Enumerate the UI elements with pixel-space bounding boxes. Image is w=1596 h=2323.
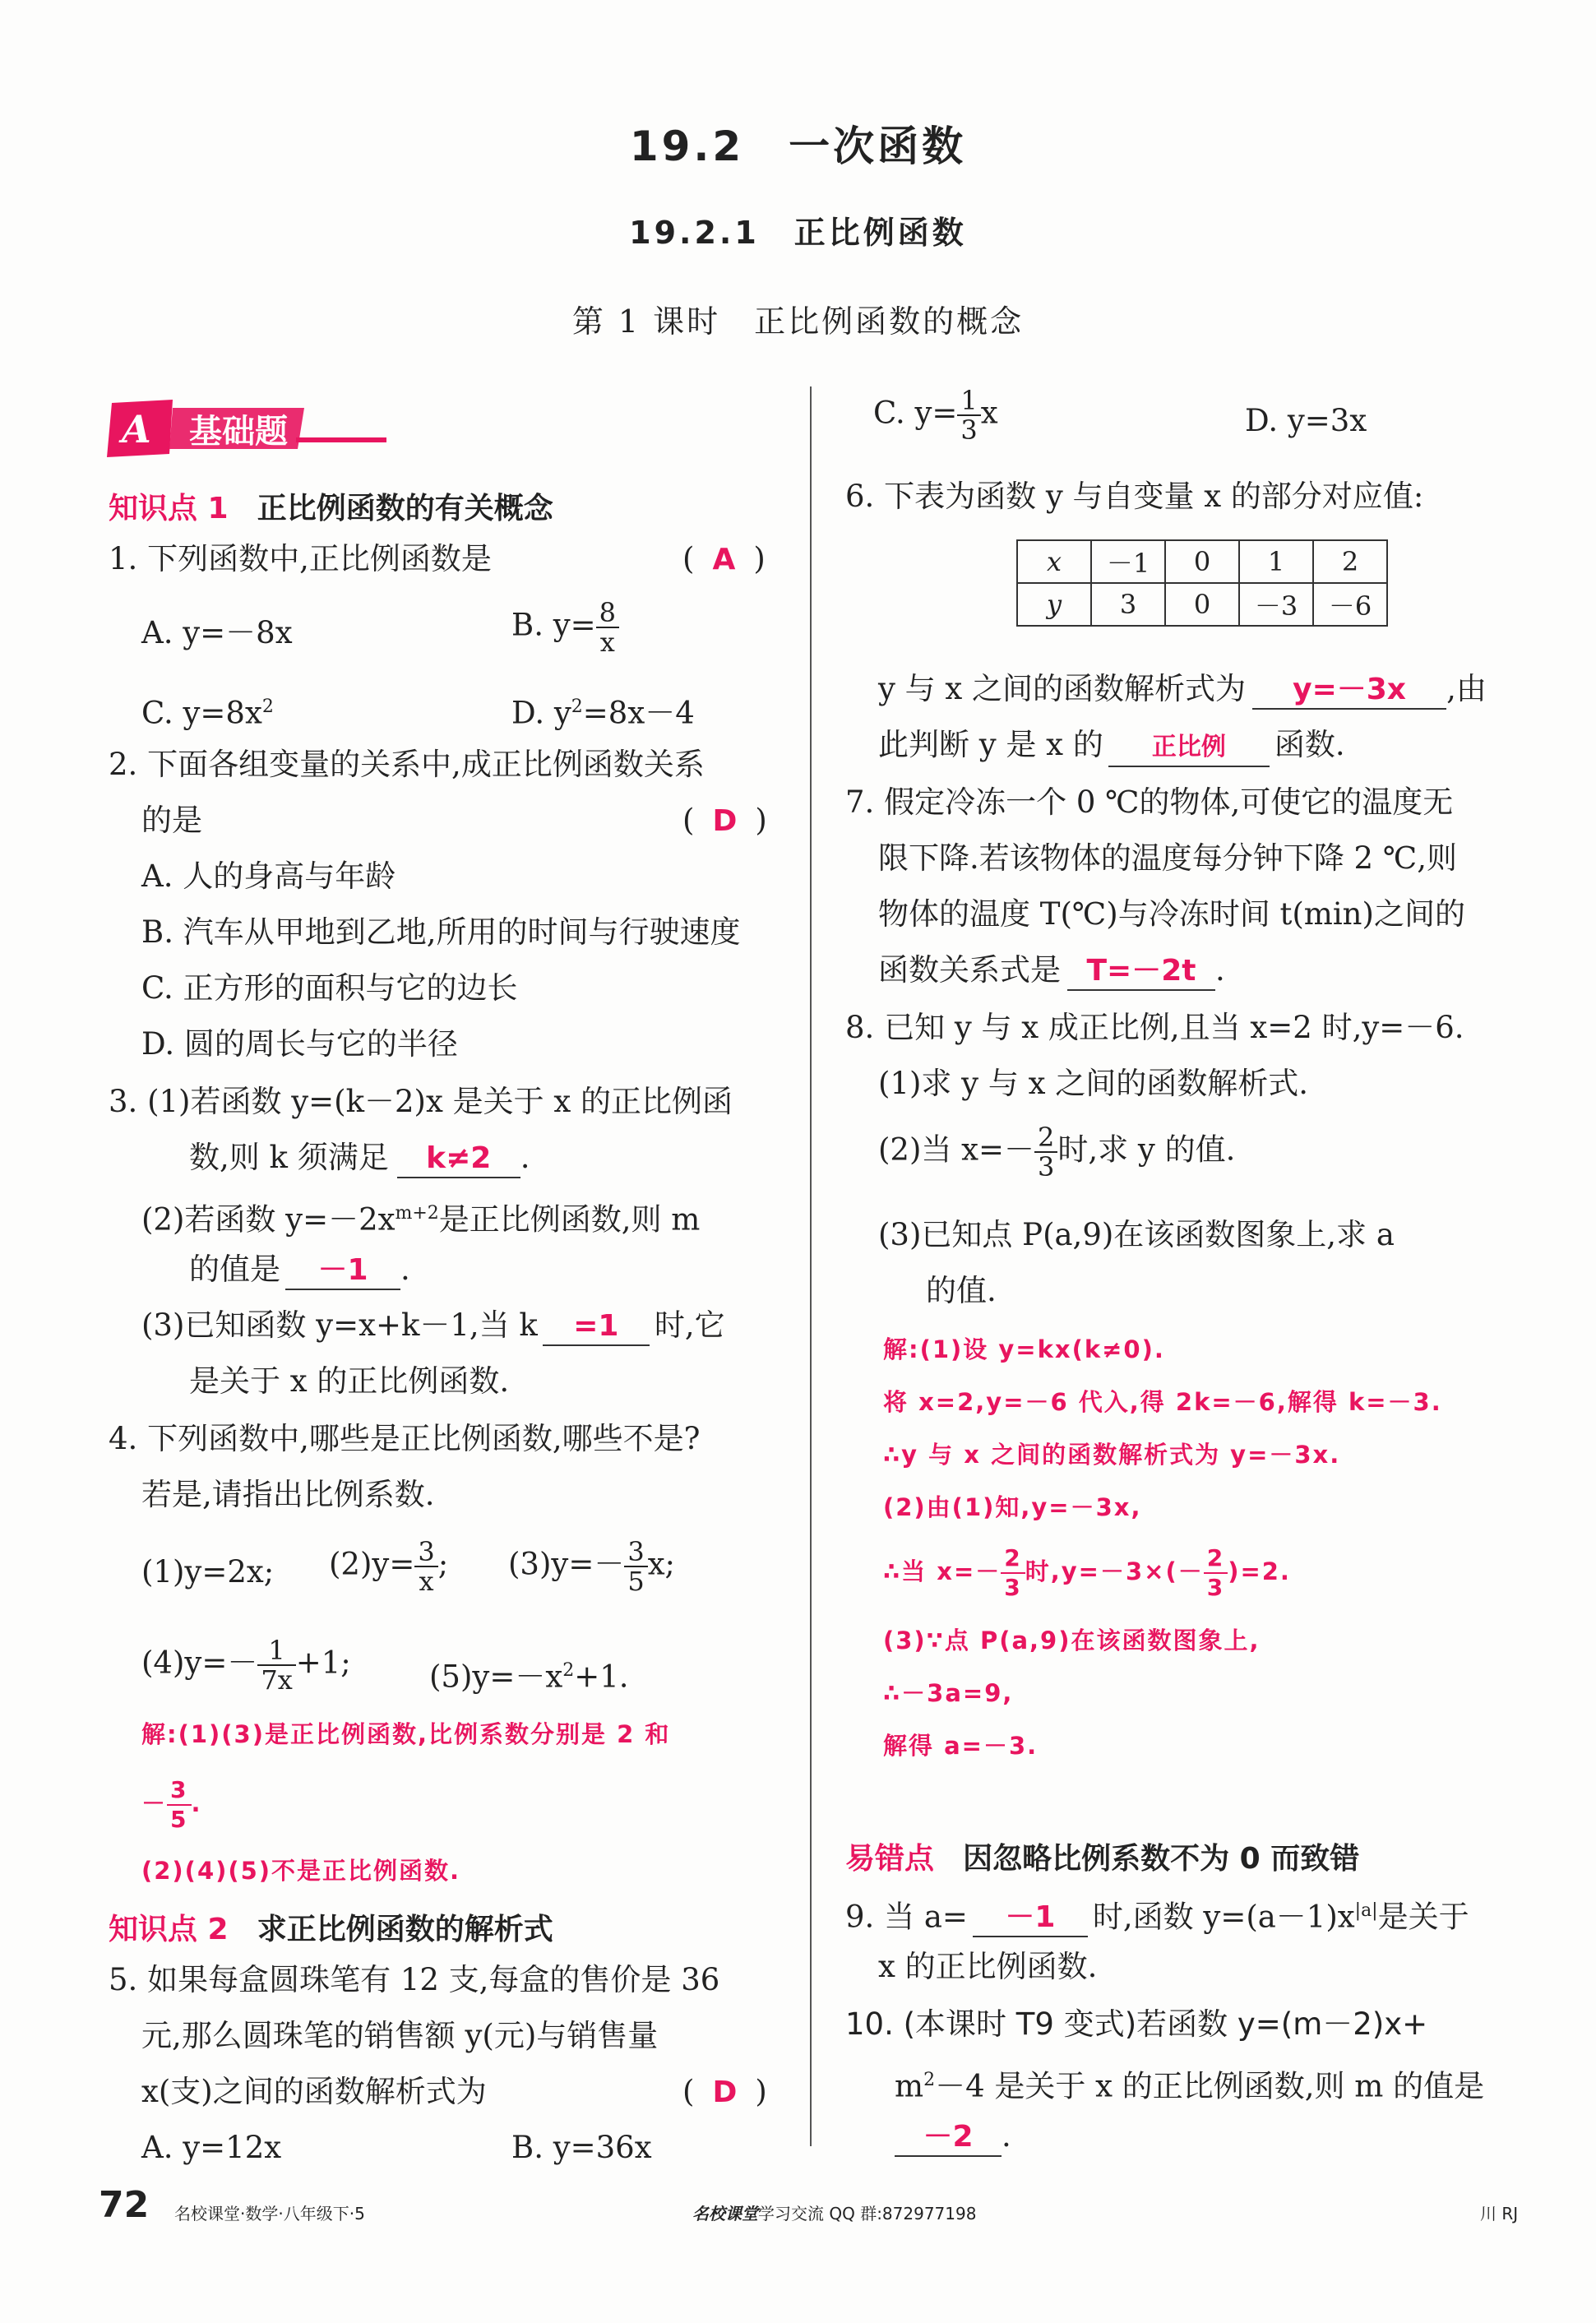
q4-solution-3: (2)(4)(5)不是正比例函数. xyxy=(141,1857,461,1885)
q8-part-3-line2: 的值. xyxy=(926,1273,997,1308)
q10-answer: －2 xyxy=(923,2120,974,2154)
q5-line-3: x(支)之间的函数解析式为 xyxy=(141,2074,487,2109)
brand-logo-text: 名校课堂 xyxy=(692,2204,758,2224)
q6-table-cell: 1 xyxy=(1239,540,1313,583)
footer-book-info: 名校课堂·数学·八年级下·5 xyxy=(174,2204,365,2224)
q3-part1-line1: 3. (1)若函数 y=(k－2)x 是关于 x 的正比例函 xyxy=(109,1084,733,1119)
q7-line-4: 函数关系式是 T=－2t . xyxy=(878,952,1225,991)
banner-label: 基础题 xyxy=(189,413,288,451)
q2-option-a: A. 人的身高与年龄 xyxy=(141,858,396,894)
q7-line-3: 物体的温度 T(℃)与冷冻时间 t(min)之间的 xyxy=(878,896,1465,932)
q6-table-header-y: y xyxy=(1017,583,1091,626)
q8-solution-3: ∴y 与 x 之间的函数解析式为 y=－3x. xyxy=(883,1441,1341,1469)
q2-answer: D xyxy=(712,804,738,838)
q1-option-a: A. y=－8x xyxy=(141,615,293,650)
q9-line-1: 9. 当 a= －1 时,函数 $y=(a-1)x^{|a|}$是关于 xyxy=(845,1893,1469,1937)
q4-func-2: (2)y= $\frac{3}{x}$ ; xyxy=(329,1536,449,1597)
q5-option-d: D. y=3x xyxy=(1245,403,1367,438)
q6-table-cell: 3 xyxy=(1091,583,1165,626)
q5-line-2: 元,那么圆珠笔的销售额 y(元)与销售量 xyxy=(141,2018,659,2053)
q2-option-d: D. 圆的周长与它的半径 xyxy=(141,1026,458,1062)
kp2-tag: 知识点 2 xyxy=(109,1913,229,1946)
kp1-tag: 知识点 1 xyxy=(109,492,229,525)
q1-stem: 1. 下列函数中,正比例函数是 xyxy=(109,541,492,576)
q7-line-1: 7. 假定冷冻一个 0 ℃的物体,可使它的温度无 xyxy=(845,784,1454,820)
q3-part2-line2: 的值是 －1 . xyxy=(189,1252,410,1290)
q3-part3-line1: (3)已知函数 y=x+k－1,当 k =1 时,它 xyxy=(141,1307,725,1346)
q1-option-b: B. y= $\frac{8}{x}$ xyxy=(511,599,619,656)
q5-option-b: B. y=36x xyxy=(511,2130,652,2165)
q4-func-1: (1)y=2x; xyxy=(141,1554,275,1590)
q6-table-cell: －3 xyxy=(1239,583,1313,626)
pitfall-heading xyxy=(845,1835,1359,1877)
q7-line-2: 限下降.若该物体的温度每分钟下降 2 ℃,则 xyxy=(878,840,1457,876)
q6-value-table xyxy=(1016,539,1388,627)
kp2-title: 求正比例函数的解析式 xyxy=(257,1913,553,1946)
q10-line-1: 10. (本课时 T9 变式)若函数 y=(m－2)x+ xyxy=(845,2006,1428,2042)
q2-stem-1: 2. 下面各组变量的关系中,成正比例函数关系 xyxy=(109,747,705,782)
q3-part1-answer: k≠2 xyxy=(426,1141,492,1175)
q6-table-cell: 2 xyxy=(1313,540,1387,583)
q5-option-c: C. y= $\frac{1}{3}$ x xyxy=(873,385,998,446)
q2-stem-2: 的是 xyxy=(141,803,202,838)
q4-stem-2: 若是,请指出比例系数. xyxy=(141,1477,435,1512)
q6-table-cell: －1 xyxy=(1091,540,1165,583)
q1-option-d: D. $y^2=8x-4$ xyxy=(511,695,695,731)
q5-answer: D xyxy=(712,2075,738,2109)
banner-letter: A xyxy=(122,407,151,451)
q2-answer-bracket: ( D ) xyxy=(682,803,767,838)
q4-func-3: (3)y=－ $\frac{3}{5}$ x; xyxy=(508,1536,676,1597)
q6-line-2: 此判断 y 是 x 的 正比例 函数. xyxy=(878,727,1345,767)
q6-table-cell: 0 xyxy=(1165,540,1239,583)
q8-solution-5: ∴当 x=－ $\frac{2}{3}$ 时,y=－3×(－ $\frac{2}{3}$ )=2. xyxy=(883,1544,1291,1601)
kp2-heading xyxy=(109,1906,553,1948)
pitfall-title: 因忽略比例系数不为 0 而致错 xyxy=(963,1842,1360,1876)
q8-stem: 8. 已知 y 与 x 成正比例,且当 x=2 时,y=－6. xyxy=(845,1010,1464,1045)
q10-line-2: $m^2-4$ 是关于 x 的正比例函数,则 m 的值是 xyxy=(895,2068,1485,2104)
q6-line-1: y 与 x 之间的函数解析式为 y=－3x ,由 xyxy=(878,671,1487,710)
page-number: 72 xyxy=(99,2184,150,2226)
q6-answer-1: y=－3x xyxy=(1293,673,1407,706)
q1-option-c: C. $y=8x^2$ xyxy=(141,695,274,731)
kp1-title: 正比例函数的有关概念 xyxy=(257,492,553,525)
q3-part2-line1: (2)若函数 $y=-2x^{m+2}$是正比例函数,则 m xyxy=(141,1201,701,1238)
q4-func-4: (4)y=－ $\frac{1}{7x}$ +1; xyxy=(141,1635,351,1696)
footer-edition: 川 RJ xyxy=(1480,2204,1519,2224)
q1-answer-bracket: ( A ) xyxy=(682,541,766,576)
q9-line-2: x 的正比例函数. xyxy=(878,1949,1098,1984)
footer-brand-logo xyxy=(692,2200,976,2224)
q3-part2-answer: －1 xyxy=(317,1253,368,1287)
q9-answer: －1 xyxy=(1005,1900,1056,1935)
q10-line-3: －2 . xyxy=(895,2118,1011,2157)
lesson-title: 第 1 课时 正比例函数的概念 xyxy=(571,303,1025,340)
q8-part-3-line1: (3)已知点 P(a,9)在该函数图象上,求 a xyxy=(878,1217,1395,1252)
q8-solution-8: 解得 a=－3. xyxy=(883,1732,1039,1760)
q4-solution-2: － $\frac{3}{5}$ . xyxy=(141,1776,202,1833)
q8-part-2: (2)当 x=－ $\frac{2}{3}$ 时,求 y 的值. xyxy=(878,1122,1236,1182)
q3-part1-line2: 数,则 k 须满足 k≠2 . xyxy=(189,1140,530,1178)
footer-qq: 学习交流 QQ 群:872977198 xyxy=(758,2204,977,2224)
basic-section-banner xyxy=(107,396,386,462)
q6-answer-2: 正比例 xyxy=(1151,733,1226,761)
section-title: 19.2 一次函数 xyxy=(629,123,967,170)
q2-option-c: C. 正方形的面积与它的边长 xyxy=(141,970,518,1006)
q8-solution-4: (2)由(1)知,y=－3x, xyxy=(883,1493,1142,1521)
q3-part3-answer: =1 xyxy=(573,1309,619,1343)
q4-func-5: $(5)y=-x^2+1$. xyxy=(429,1659,629,1695)
q5-line-1: 5. 如果每盒圆珠笔有 12 支,每盒的售价是 36 xyxy=(109,1962,720,1997)
q8-part-1: (1)求 y 与 x 之间的函数解析式. xyxy=(878,1066,1308,1101)
banner-graphic xyxy=(107,396,386,462)
q8-solution-1: 解:(1)设 y=kx(k≠0). xyxy=(883,1335,1165,1363)
q6-table-header-x: x xyxy=(1017,540,1091,583)
q6-table-cell: 0 xyxy=(1165,583,1239,626)
q8-solution-6: (3)∵点 P(a,9)在该函数图象上, xyxy=(883,1627,1261,1654)
column-divider xyxy=(810,386,812,2146)
q4-solution-1: 解:(1)(3)是正比例函数,比例系数分别是 2 和 xyxy=(141,1720,671,1748)
q1-answer: A xyxy=(712,543,736,576)
q6-stem: 6. 下表为函数 y 与自变量 x 的部分对应值: xyxy=(845,479,1424,514)
q7-answer: T=－2t xyxy=(1086,954,1196,988)
q2-option-b: B. 汽车从甲地到乙地,所用的时间与行驶速度 xyxy=(141,914,741,950)
q8-solution-2: 将 x=2,y=－6 代入,得 2k=－6,解得 k=－3. xyxy=(883,1388,1442,1416)
kp1-heading xyxy=(109,485,553,527)
q6-table-cell: －6 xyxy=(1313,583,1387,626)
subsection-title: 19.2.1 正比例函数 xyxy=(629,215,967,251)
q4-stem-1: 4. 下列函数中,哪些是正比例函数,哪些不是? xyxy=(109,1421,701,1456)
q3-part3-line2: 是关于 x 的正比例函数. xyxy=(189,1363,510,1399)
q5-answer-bracket: ( D ) xyxy=(682,2074,767,2109)
q5-option-a: A. y=12x xyxy=(141,2130,282,2165)
q8-solution-7: ∴－3a=9, xyxy=(883,1679,1014,1707)
pitfall-tag: 易错点 xyxy=(845,1842,935,1876)
